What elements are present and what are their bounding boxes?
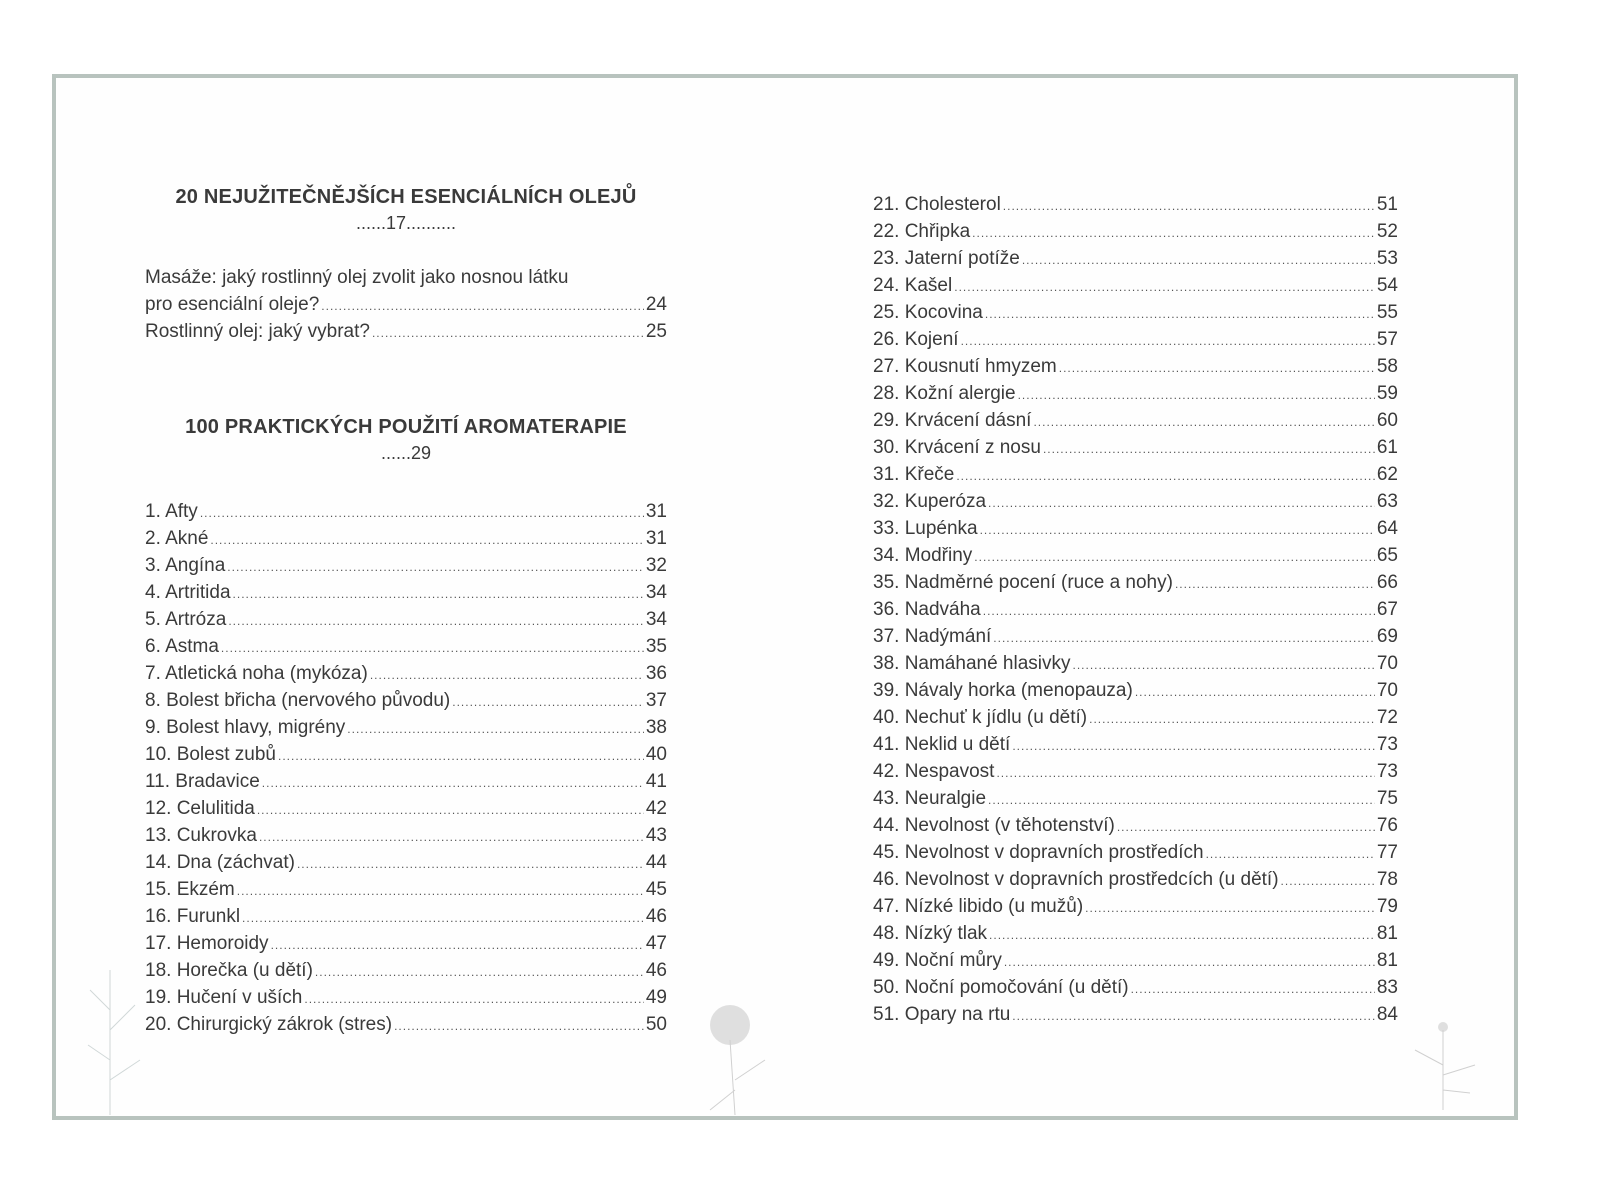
toc-entry-title: 34. Modřiny xyxy=(873,545,973,566)
toc-entry-text: Masáže: jaký rostlinný olej zvolit jako nosnou látku xyxy=(145,267,569,288)
toc-entry-page: 75 xyxy=(1376,788,1398,809)
toc-entry-page: 53 xyxy=(1376,248,1398,269)
dot-leader xyxy=(347,716,644,743)
toc-entry[interactable] xyxy=(145,687,667,714)
toc-entry-page: 50 xyxy=(645,1014,667,1035)
toc-entry-title: 8. Bolest břicha (nervového původu) xyxy=(145,690,451,711)
section-heading: 20 NEJUŽITEČNĚJŠÍCH ESENCIÁLNÍCH OLEJŮ xyxy=(175,186,637,208)
toc-entry[interactable] xyxy=(145,714,667,741)
toc-entry-title: 45. Nevolnost v dopravních prostředích xyxy=(873,842,1204,863)
section-essential-oils xyxy=(145,186,667,345)
toc-entry-page: 67 xyxy=(1376,599,1398,620)
toc-entry-page: 62 xyxy=(1376,464,1398,485)
toc-entry-title: 40. Nechuť k jídlu (u dětí) xyxy=(873,707,1088,728)
toc-entry-page: 44 xyxy=(645,852,667,873)
dot-leader xyxy=(1085,895,1375,922)
dot-leader xyxy=(242,905,644,932)
toc-entry-title: 12. Celulitida xyxy=(145,798,255,819)
toc-entry[interactable] xyxy=(873,299,1398,326)
toc-entry-page: 31 xyxy=(645,528,667,549)
toc-entry[interactable] xyxy=(873,515,1398,542)
toc-entry-title: 28. Kožní alergie xyxy=(873,383,1016,404)
toc-entry[interactable] xyxy=(145,930,667,957)
dot-leader xyxy=(297,851,644,878)
toc-entry[interactable] xyxy=(145,984,667,1011)
toc-entry-title: 39. Návaly horka (menopauza) xyxy=(873,680,1133,701)
toc-entry[interactable] xyxy=(145,822,667,849)
dot-leader xyxy=(1018,382,1375,409)
dot-leader xyxy=(372,320,644,347)
toc-entry[interactable] xyxy=(873,947,1398,974)
toc-entry-title: 15. Ekzém xyxy=(145,879,235,900)
toc-entry-title: 5. Artróza xyxy=(145,609,227,630)
toc-list-left xyxy=(145,498,667,1038)
toc-entry-title: 22. Chřipka xyxy=(873,221,971,242)
toc-entry-page: 69 xyxy=(1376,626,1398,647)
toc-entry-page: 46 xyxy=(645,960,667,981)
toc-entry-page: 41 xyxy=(645,771,667,792)
toc-entry-title: Rostlinný olej: jaký vybrat? xyxy=(145,321,370,342)
dot-leader xyxy=(1043,436,1375,463)
toc-entry-page: 35 xyxy=(645,636,667,657)
toc-entry-page: 70 xyxy=(1376,653,1398,674)
toc-entry[interactable] xyxy=(873,677,1398,704)
toc-entry-title: 33. Lupénka xyxy=(873,518,978,539)
toc-entry[interactable] xyxy=(873,191,1398,218)
toc-entry-page: 25 xyxy=(645,321,667,342)
dot-leader xyxy=(321,293,644,320)
toc-entry[interactable] xyxy=(873,245,1398,272)
toc-entry-page: 73 xyxy=(1376,734,1398,755)
toc-entry-page: 32 xyxy=(645,555,667,576)
dot-leader xyxy=(1012,1003,1375,1030)
toc-entry-title: 24. Kašel xyxy=(873,275,953,296)
section-heading: 100 PRAKTICKÝCH POUŽITÍ AROMATERAPIE xyxy=(185,416,627,438)
dot-leader xyxy=(1004,949,1375,976)
dot-leader xyxy=(985,301,1375,328)
dot-leader xyxy=(210,527,643,554)
toc-entry-title: pro esenciální oleje? xyxy=(145,294,320,315)
toc-entry-page: 78 xyxy=(1376,869,1398,890)
toc-entry[interactable] xyxy=(145,768,667,795)
toc-entry-title: 17. Hemoroidy xyxy=(145,933,269,954)
toc-entry-title: 6. Astma xyxy=(145,636,219,657)
toc-entry[interactable] xyxy=(873,893,1398,920)
plant-illustration-icon xyxy=(1405,1015,1485,1115)
toc-entry-title: 10. Bolest zubů xyxy=(145,744,276,765)
toc-entry-page: 83 xyxy=(1376,977,1398,998)
toc-entry-page: 49 xyxy=(645,987,667,1008)
toc-entry-page: 63 xyxy=(1376,491,1398,512)
toc-entry[interactable] xyxy=(873,380,1398,407)
dot-leader xyxy=(1131,976,1375,1003)
dot-leader xyxy=(370,662,644,689)
toc-entry-page: 66 xyxy=(1376,572,1398,593)
toc-entry[interactable] xyxy=(873,569,1398,596)
toc-entry-page: 45 xyxy=(645,879,667,900)
toc-entry[interactable] xyxy=(873,272,1398,299)
dot-leader xyxy=(1012,733,1375,760)
toc-entry-page: 58 xyxy=(1376,356,1398,377)
toc-entry[interactable] xyxy=(145,903,667,930)
toc-entry-page: 64 xyxy=(1376,518,1398,539)
toc-entry-page: 60 xyxy=(1376,410,1398,431)
toc-entry[interactable] xyxy=(873,839,1398,866)
toc-entry-title: 47. Nízké libido (u mužů) xyxy=(873,896,1084,917)
toc-entry-page: 57 xyxy=(1376,329,1398,350)
toc-entry-title: 1. Afty xyxy=(145,501,198,522)
dot-leader xyxy=(259,824,644,851)
dot-leader xyxy=(200,500,644,527)
toc-entry-title: 3. Angína xyxy=(145,555,226,576)
dot-leader xyxy=(237,878,644,905)
toc-entry-title: 21. Cholesterol xyxy=(873,194,1001,215)
toc-entry[interactable] xyxy=(145,291,667,318)
toc-entry-page: 51 xyxy=(1376,194,1398,215)
dot-leader xyxy=(988,490,1375,517)
toc-entry[interactable] xyxy=(145,552,667,579)
toc-entry-page: 31 xyxy=(645,501,667,522)
toc-entry[interactable] xyxy=(873,407,1398,434)
toc-entry[interactable] xyxy=(145,957,667,984)
dot-leader xyxy=(1135,679,1375,706)
dot-leader xyxy=(954,274,1375,301)
toc-entry-title: 38. Namáhané hlasivky xyxy=(873,653,1071,674)
toc-entry-title: 37. Nadýmání xyxy=(873,626,992,647)
toc-entry[interactable] xyxy=(145,633,667,660)
toc-entry-page: 73 xyxy=(1376,761,1398,782)
toc-entry-page: 65 xyxy=(1376,545,1398,566)
dot-leader xyxy=(961,328,1375,355)
toc-entry-title: 14. Dna (záchvat) xyxy=(145,852,295,873)
toc-entry[interactable] xyxy=(873,1001,1398,1028)
toc-entry-title: 46. Nevolnost v dopravních prostředcích (u dětí) xyxy=(873,869,1279,890)
toc-entry[interactable] xyxy=(145,1011,667,1038)
toc-entry-page: 61 xyxy=(1376,437,1398,458)
toc-entry-title: 7. Atletická noha (mykóza) xyxy=(145,663,368,684)
dot-leader xyxy=(221,635,644,662)
dot-leader xyxy=(228,608,644,635)
toc-entry-title: 19. Hučení v uších xyxy=(145,987,303,1008)
toc-entry[interactable] xyxy=(145,660,667,687)
section-page: ......17.......... xyxy=(355,213,457,233)
toc-entry-title: 42. Nespavost xyxy=(873,761,995,782)
toc-entry-title: 44. Nevolnost (v těhotenství) xyxy=(873,815,1115,836)
toc-entry-page: 40 xyxy=(645,744,667,765)
toc-entry-title: 35. Nadměrné pocení (ruce a nohy) xyxy=(873,572,1173,593)
toc-entry[interactable] xyxy=(873,758,1398,785)
toc-entry-title: 29. Krvácení dásní xyxy=(873,410,1032,431)
dot-leader xyxy=(233,581,644,608)
toc-entry-title: 43. Neuralgie xyxy=(873,788,987,809)
dot-leader xyxy=(278,743,644,770)
toc-entry[interactable] xyxy=(873,596,1398,623)
toc-entry-title: 4. Artritida xyxy=(145,582,231,603)
toc-entry[interactable] xyxy=(873,326,1398,353)
toc-entry-title: 2. Akné xyxy=(145,528,209,549)
toc-entry[interactable] xyxy=(145,795,667,822)
dot-leader xyxy=(1206,841,1375,868)
dot-leader xyxy=(1033,409,1374,436)
dot-leader xyxy=(1175,571,1375,598)
toc-entry[interactable] xyxy=(873,785,1398,812)
toc-entry-page: 42 xyxy=(645,798,667,819)
toc-entry[interactable] xyxy=(873,812,1398,839)
toc-entry-page: 84 xyxy=(1376,1004,1398,1025)
toc-entry-title: 18. Horečka (u dětí) xyxy=(145,960,313,981)
toc-entry-page: 72 xyxy=(1376,707,1398,728)
toc-entry-title: 16. Furunkl xyxy=(145,906,241,927)
plant-illustration-icon xyxy=(80,950,160,1120)
toc-entry[interactable] xyxy=(145,498,667,525)
dot-leader xyxy=(227,554,644,581)
toc-entry-title: 32. Kuperóza xyxy=(873,491,987,512)
toc-entry[interactable] xyxy=(145,606,667,633)
dot-leader xyxy=(394,1013,644,1040)
toc-entry[interactable] xyxy=(145,579,667,606)
toc-entry-page: 81 xyxy=(1376,950,1398,971)
toc-entry[interactable] xyxy=(873,218,1398,245)
toc-entry[interactable] xyxy=(145,741,667,768)
dot-leader xyxy=(452,689,644,716)
toc-entry[interactable] xyxy=(873,434,1398,461)
toc-entry-page: 76 xyxy=(1376,815,1398,836)
dot-leader xyxy=(989,922,1375,949)
dot-leader xyxy=(996,760,1374,787)
toc-entry-page: 54 xyxy=(1376,275,1398,296)
toc-entry-title: 9. Bolest hlavy, migrény xyxy=(145,717,346,738)
toc-entry-title: 49. Noční můry xyxy=(873,950,1002,971)
dot-leader xyxy=(304,986,643,1013)
toc-entry-page: 70 xyxy=(1376,680,1398,701)
toc-entry[interactable] xyxy=(873,488,1398,515)
dot-leader xyxy=(271,932,644,959)
toc-entry-page: 46 xyxy=(645,906,667,927)
dot-leader xyxy=(993,625,1375,652)
toc-entry-title: 25. Kocovina xyxy=(873,302,983,323)
toc-entry[interactable] xyxy=(145,318,667,345)
toc-entry[interactable] xyxy=(145,849,667,876)
toc-entry-title: 26. Kojení xyxy=(873,329,959,350)
toc-entry-page: 34 xyxy=(645,609,667,630)
toc-entry-title: 11. Bradavice xyxy=(145,771,260,792)
dot-leader xyxy=(972,220,1375,247)
toc-entry-title: 27. Kousnutí hmyzem xyxy=(873,356,1057,377)
toc-entry[interactable] xyxy=(873,461,1398,488)
toc-entry-page: 79 xyxy=(1376,896,1398,917)
toc-entry-page: 77 xyxy=(1376,842,1398,863)
toc-entry-title: 36. Nadváha xyxy=(873,599,981,620)
dot-leader xyxy=(956,463,1375,490)
toc-entry-page: 38 xyxy=(645,717,667,738)
toc-entry[interactable] xyxy=(873,650,1398,677)
toc-entry-page: 34 xyxy=(645,582,667,603)
dot-leader xyxy=(988,787,1375,814)
dot-leader xyxy=(257,797,644,824)
dot-leader xyxy=(983,598,1375,625)
toc-entry[interactable] xyxy=(145,525,667,552)
toc-entry-title: 31. Křeče xyxy=(873,464,955,485)
plant-illustration-icon xyxy=(690,1000,790,1120)
toc-entry[interactable] xyxy=(873,974,1398,1001)
toc-list-right xyxy=(873,191,1398,1028)
toc-entry-title: 23. Jaterní potíže xyxy=(873,248,1020,269)
toc-entry-title: 50. Noční pomočování (u dětí) xyxy=(873,977,1129,998)
toc-entry-page: 36 xyxy=(645,663,667,684)
toc-entry-title: 30. Krvácení z nosu xyxy=(873,437,1041,458)
dot-leader xyxy=(262,770,644,797)
dot-leader xyxy=(1059,355,1375,382)
toc-entry[interactable] xyxy=(873,920,1398,947)
toc-entry-page: 24 xyxy=(645,294,667,315)
toc-entry[interactable] xyxy=(873,866,1398,893)
dot-leader xyxy=(1117,814,1375,841)
toc-entry-page: 37 xyxy=(645,690,667,711)
dot-leader xyxy=(1089,706,1375,733)
dot-leader xyxy=(1281,868,1375,895)
section-page: ......29 xyxy=(380,443,432,463)
dot-leader xyxy=(1003,193,1375,220)
toc-entry-title: 48. Nízký tlak xyxy=(873,923,988,944)
toc-entry-page: 52 xyxy=(1376,221,1398,242)
dot-leader xyxy=(974,544,1375,571)
dot-leader xyxy=(1073,652,1375,679)
toc-entry[interactable] xyxy=(873,542,1398,569)
dot-leader xyxy=(1022,247,1375,274)
toc-entry-page: 43 xyxy=(645,825,667,846)
toc-entry-title: 41. Neklid u dětí xyxy=(873,734,1011,755)
section-practical-uses xyxy=(145,416,667,464)
toc-entry-title: 13. Cukrovka xyxy=(145,825,257,846)
toc-entry-title: 51. Opary na rtu xyxy=(873,1004,1011,1025)
toc-entry-page: 47 xyxy=(645,933,667,954)
toc-entry[interactable] xyxy=(145,876,667,903)
toc-entry-title: 20. Chirurgický zákrok (stres) xyxy=(145,1014,393,1035)
dot-leader xyxy=(980,517,1375,544)
toc-entry[interactable] xyxy=(873,731,1398,758)
toc-entry-page: 55 xyxy=(1376,302,1398,323)
dot-leader xyxy=(315,959,644,986)
toc-entry-page: 81 xyxy=(1376,923,1398,944)
toc-entry[interactable] xyxy=(873,353,1398,380)
toc-entry[interactable] xyxy=(873,704,1398,731)
toc-entry[interactable] xyxy=(873,623,1398,650)
toc-entry-page: 59 xyxy=(1376,383,1398,404)
